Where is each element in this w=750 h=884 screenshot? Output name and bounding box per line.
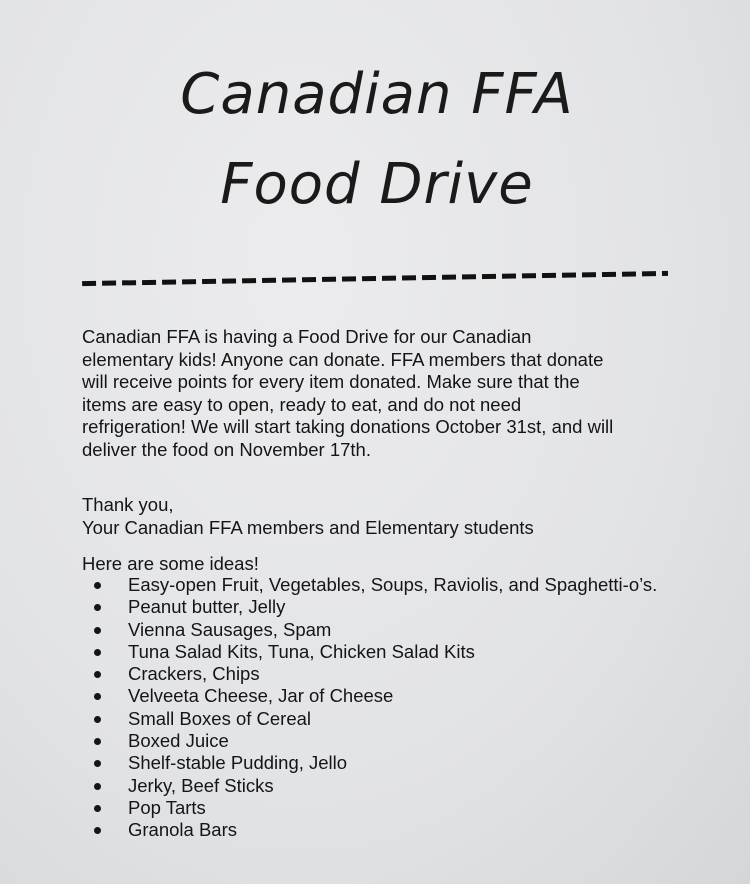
dashed-divider <box>82 265 668 289</box>
list-item <box>82 797 722 819</box>
thank-you-text: Thank you, <box>82 494 174 515</box>
bullet-icon <box>94 627 101 634</box>
list-item <box>82 641 722 663</box>
intro-line: Canadian FFA is having a Food Drive for our Canadian <box>82 326 532 347</box>
closing-block <box>82 494 702 539</box>
bullet-icon <box>94 649 101 656</box>
list-item <box>82 596 722 618</box>
bullet-icon <box>94 805 101 812</box>
list-item-label: Pop Tarts <box>128 796 206 818</box>
list-item-label: Crackers, Chips <box>128 663 260 685</box>
bullet-icon <box>94 671 101 678</box>
bullet-icon <box>94 783 101 790</box>
list-item-label: Boxed Juice <box>128 730 229 752</box>
list-item-label: Vienna Sausages, Spam <box>128 618 332 640</box>
bullet-icon <box>94 716 101 723</box>
list-item <box>82 663 722 685</box>
intro-paragraph <box>82 326 702 461</box>
bullet-icon <box>94 693 101 700</box>
bullet-icon <box>94 738 101 745</box>
intro-line: items are easy to open, ready to eat, and do not need <box>82 393 522 415</box>
intro-line: deliver the food on November 17th. <box>82 438 371 460</box>
list-item-label: Jerky, Beef Sticks <box>128 774 274 796</box>
bullet-icon <box>94 582 101 589</box>
bullet-icon <box>94 827 101 834</box>
bullet-icon <box>94 760 101 767</box>
title-line-1: Canadian FFA <box>180 62 574 127</box>
signature-text: Your Canadian FFA members and Elementary students <box>82 516 534 538</box>
list-item <box>82 730 722 752</box>
ideas-list <box>82 574 722 842</box>
list-item <box>82 708 722 730</box>
intro-line: elementary kids! Anyone can donate. FFA members that donate <box>82 348 604 370</box>
list-item <box>82 685 722 707</box>
list-item-label: Shelf-stable Pudding, Jello <box>128 752 348 774</box>
list-item-label: Velveeta Cheese, Jar of Cheese <box>128 685 394 707</box>
intro-line: refrigeration! We will start taking donations October 31st, and will <box>82 416 614 437</box>
list-item-label: Small Boxes of Cereal <box>128 707 312 729</box>
title-line-2: Food Drive <box>220 152 534 217</box>
list-item <box>82 619 722 641</box>
list-item <box>82 752 722 774</box>
list-item-label: Peanut butter, Jelly <box>128 596 286 618</box>
list-item-label: Easy-open Fruit, Vegetables, Soups, Raviolis, and Spaghetti-o’s. <box>128 574 658 595</box>
bullet-icon <box>94 604 101 611</box>
list-item-label: Granola Bars <box>128 819 237 841</box>
list-item <box>82 819 722 841</box>
list-item <box>82 574 722 596</box>
list-item-label: Tuna Salad Kits, Tuna, Chicken Salad Kits <box>128 640 475 662</box>
ideas-heading: Here are some ideas! <box>82 553 259 574</box>
intro-line: will receive points for every item donated. Make sure that the <box>82 371 580 392</box>
list-item <box>82 775 722 797</box>
